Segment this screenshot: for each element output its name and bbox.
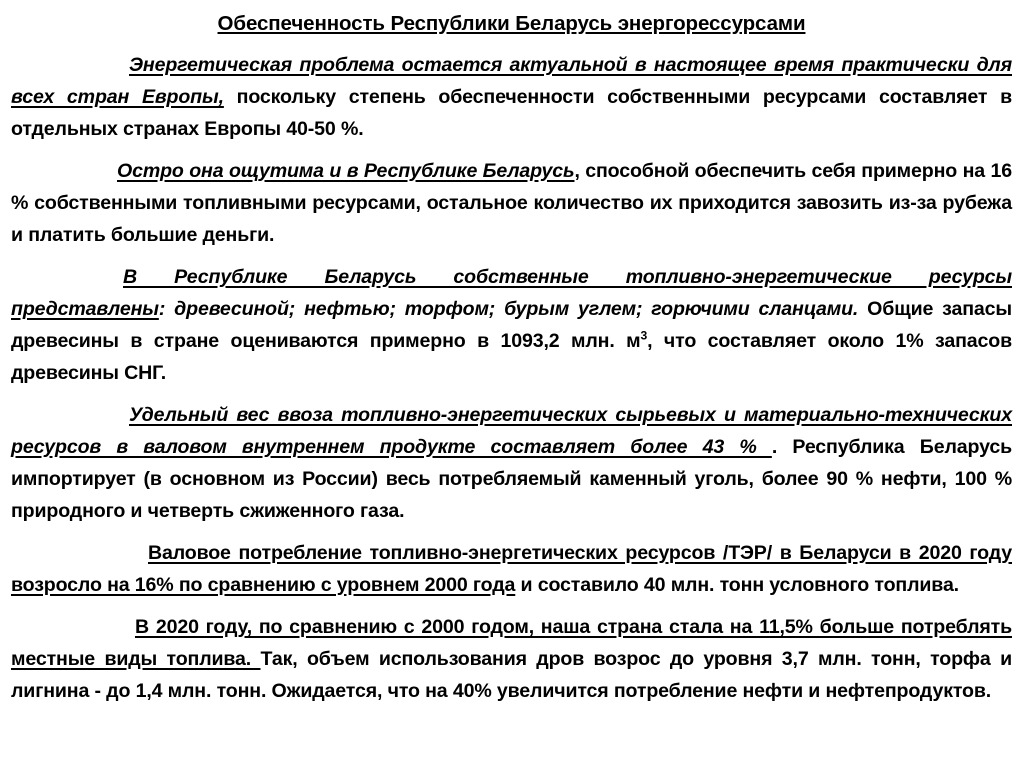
page-title-text: Обеспеченность Республики Беларусь энергорессурсами: [217, 12, 806, 35]
paragraph-1-emphasis: Энергетическая проблема остается актуальной в настоящее время практически для всех стран Европы,: [11, 53, 1012, 108]
paragraph-3-emphasis: В Республике Беларусь собственные топливно-энергетические ресурсы представлены: [11, 265, 1012, 320]
paragraph-1: [11, 49, 1012, 145]
paragraph-5-emphasis: Валовое потребление топливно-энергетических ресурсов /ТЭР/ в Беларуси в 2020 году возросло на 16% по сравнению с уровнем 2000 года: [11, 541, 1012, 596]
paragraph-2: [11, 155, 1012, 251]
paragraph-6: [11, 611, 1012, 707]
paragraph-2-emphasis: Остро она ощутима и в Республике Беларусь: [117, 159, 575, 182]
paragraph-5-body: и составило 40 млн. тонн условного топлива.: [515, 573, 959, 596]
paragraph-3-body: Общие запасы древесины в стране оцениваются примерно в 1093,2 млн. м: [11, 297, 1013, 352]
page-title: [11, 10, 1012, 38]
paragraph-4: [11, 399, 1012, 527]
paragraph-5: [11, 537, 1012, 601]
paragraph-3-body-tail: , что составляет около 1% запасов древесины СНГ.: [11, 329, 1013, 384]
paragraph-3: [11, 261, 1012, 389]
paragraph-2-body: , способной обеспечить себя примерно на 16 % собственными топливными ресурсами, остальное количество их приходится завозить из-за рубежа и платить большие деньги.: [11, 159, 1012, 246]
paragraph-6-emphasis: В 2020 году, по сравнению с 2000 годом, наша страна стала на 11,5% больше потреблять местные виды топлива.: [11, 615, 1012, 670]
paragraph-3-superscript: 3: [640, 328, 648, 343]
paragraph-4-emphasis: Удельный вес ввоза топливно-энергетических сырьевых и материально-технических ресурсов в валовом внутреннем продукте составляет более 43 %: [11, 403, 1012, 458]
paragraph-1-body: поскольку степень обеспеченности собственными ресурсами составляет в отдельных странах Европы 40-50 %.: [11, 85, 1012, 140]
paragraph-4-body: . Республика Беларусь импортирует (в основном из России) весь потребляемый каменный уголь, более 90 % нефти, 100 % природного и четверть сжиженного газа.: [11, 435, 1012, 522]
paragraph-6-body: Так, объем использования дров возрос до уровня 3,7 млн. тонн, торфа и лигнина - до 1,4 млн. тонн. Ожидается, что на 40% увеличится потребление нефти и нефтепродуктов.: [11, 647, 1012, 702]
paragraph-3-italic-list: : древесиной; нефтью; торфом; бурым углем; горючими сланцами.: [158, 297, 859, 320]
